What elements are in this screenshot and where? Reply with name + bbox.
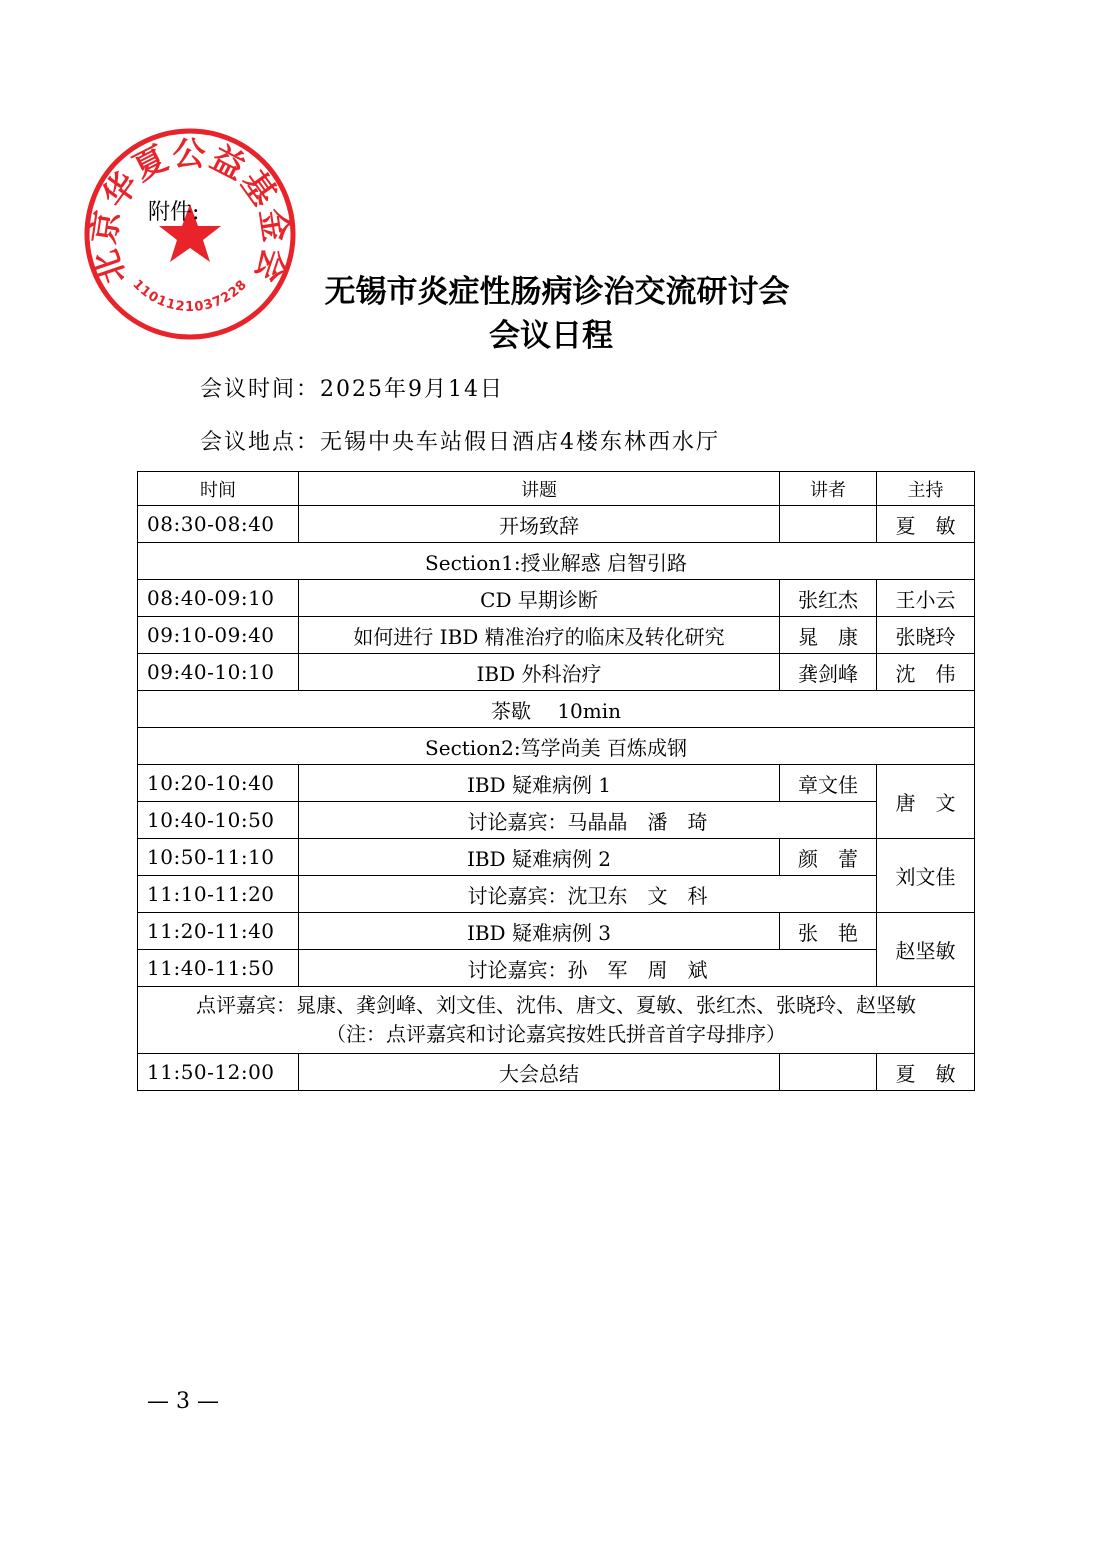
table-row (138, 1054, 975, 1091)
host-cell: 王小云 (877, 580, 975, 617)
discussion-cell: 讨论嘉宾：孙 军 周 斌 (299, 950, 877, 987)
seal-number: 1101121037228 (129, 276, 251, 316)
table-row (138, 839, 975, 876)
host-cell: 刘文佳 (877, 839, 975, 913)
time-cell: 08:40-09:10 (138, 580, 299, 617)
table-row (138, 654, 975, 691)
table-row (138, 950, 975, 987)
tea-break: 茶歇 10min (138, 691, 975, 728)
speaker-cell: 张 艳 (780, 913, 877, 950)
time-cell: 10:40-10:50 (138, 802, 299, 839)
document-subtitle: 会议日程 (489, 318, 613, 354)
page-number: — 3 — (147, 1389, 219, 1414)
seal-text: 北京华夏公益基金会 (83, 133, 297, 290)
table-row (138, 580, 975, 617)
table-row (138, 802, 975, 839)
reviewers-cell (138, 987, 975, 1054)
table-row (138, 876, 975, 913)
meeting-place (200, 425, 720, 456)
speaker-cell: 张红杰 (780, 580, 877, 617)
speaker-cell: 晁 康 (780, 617, 877, 654)
topic-cell: 如何进行 IBD 精准治疗的临床及转化研究 (299, 617, 780, 654)
table-row (138, 913, 975, 950)
time-cell: 08:30-08:40 (138, 506, 299, 543)
schedule-table (137, 471, 975, 1091)
document-title: 无锡市炎症性肠病诊治交流研讨会 (324, 274, 790, 310)
host-cell: 夏 敏 (877, 506, 975, 543)
meeting-time-value: 2025年9月14日 (320, 377, 504, 402)
time-cell: 11:40-11:50 (138, 950, 299, 987)
time-cell: 10:50-11:10 (138, 839, 299, 876)
meeting-place-label: 会议地点： (200, 430, 321, 455)
section-row (138, 728, 975, 765)
reviewers-list: 点评嘉宾：晁康、龚剑峰、刘文佳、沈伟、唐文、夏敏、张红杰、张晓玲、赵坚敏 (196, 993, 916, 1017)
host-cell: 夏 敏 (877, 1054, 975, 1091)
header-speaker: 讲者 (780, 472, 877, 506)
tea-break-row (138, 691, 975, 728)
header-time: 时间 (138, 472, 299, 506)
header-host: 主持 (877, 472, 975, 506)
speaker-cell: 章文佳 (780, 765, 877, 802)
reviewers-note: （注：点评嘉宾和讨论嘉宾按姓氏拼音首字母排序） (326, 1022, 786, 1046)
meeting-place-value: 无锡中央车站假日酒店4楼东林西水厅 (320, 430, 721, 455)
header-topic: 讲题 (299, 472, 780, 506)
time-cell: 09:40-10:10 (138, 654, 299, 691)
table-row (138, 506, 975, 543)
time-cell: 09:10-09:40 (138, 617, 299, 654)
host-cell: 赵坚敏 (877, 913, 975, 987)
discussion-cell: 讨论嘉宾：马晶晶 潘 琦 (299, 802, 877, 839)
topic-cell: IBD 疑难病例 1 (299, 765, 780, 802)
speaker-cell (780, 1054, 877, 1091)
host-cell: 沈 伟 (877, 654, 975, 691)
meeting-time (200, 372, 504, 403)
host-cell: 张晓玲 (877, 617, 975, 654)
time-cell: 11:50-12:00 (138, 1054, 299, 1091)
table-row (138, 765, 975, 802)
section-row (138, 543, 975, 580)
host-cell: 唐 文 (877, 765, 975, 839)
speaker-cell: 颜 蕾 (780, 839, 877, 876)
topic-cell: 大会总结 (299, 1054, 780, 1091)
section-title: Section1:授业解惑 启智引路 (138, 543, 975, 580)
discussion-cell: 讨论嘉宾：沈卫东 文 科 (299, 876, 877, 913)
section-title: Section2:笃学尚美 百炼成钢 (138, 728, 975, 765)
topic-cell: CD 早期诊断 (299, 580, 780, 617)
attachment-label: 附件: (148, 200, 200, 225)
time-cell: 11:10-11:20 (138, 876, 299, 913)
reviewers-row (138, 987, 975, 1054)
topic-cell: IBD 疑难病例 2 (299, 839, 780, 876)
table-row (138, 617, 975, 654)
topic-cell: IBD 外科治疗 (299, 654, 780, 691)
speaker-cell (780, 506, 877, 543)
time-cell: 11:20-11:40 (138, 913, 299, 950)
table-header-row (138, 472, 975, 506)
topic-cell: IBD 疑难病例 3 (299, 913, 780, 950)
meeting-time-label: 会议时间： (200, 377, 321, 402)
time-cell: 10:20-10:40 (138, 765, 299, 802)
speaker-cell: 龚剑峰 (780, 654, 877, 691)
topic-cell: 开场致辞 (299, 506, 780, 543)
